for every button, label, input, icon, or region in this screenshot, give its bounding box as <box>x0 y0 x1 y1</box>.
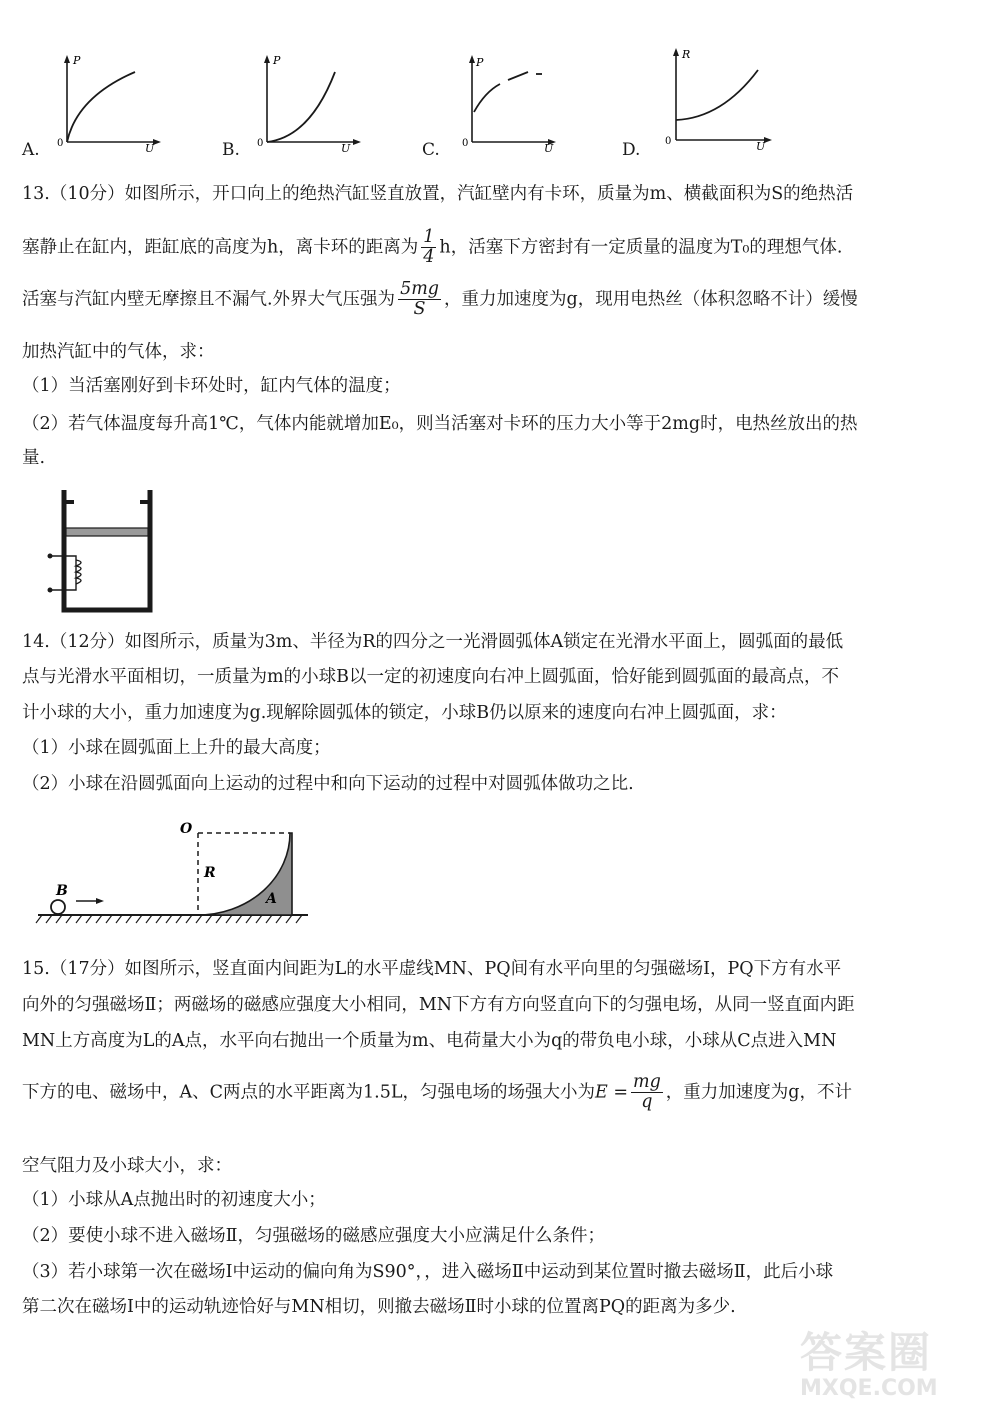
x-axis-label: U <box>341 142 351 152</box>
q15-line1: 15.（17分）如图所示，竖直面内间距为L的水平虚线MN、PQ间有水平向里的匀强磁场Ⅰ，PQ下方有水平 <box>22 959 842 979</box>
velocity-arrow-icon <box>96 898 104 904</box>
q13-sub2-cont: 量. <box>22 448 46 468</box>
q15-sub3-cont: 第二次在磁场Ⅰ中的运动轨迹恰好与MN相切，则撤去磁场Ⅱ时小球的位置离PQ的距离为多少. <box>22 1297 736 1317</box>
heater-coil-icon <box>76 560 81 584</box>
watermark <box>800 1320 990 1400</box>
y-axis-label: R <box>682 48 691 61</box>
x-axis-label: U <box>756 140 766 152</box>
q15-sub1: （1）小球从A点抛出时的初速度大小； <box>22 1190 326 1210</box>
q13-sub2: （2）若气体温度每升高1℃，气体内能就增加E₀，则当活塞对卡环的压力大小等于2mg时，电热丝放出的热 <box>22 414 858 434</box>
x-axis-label: U <box>145 142 155 152</box>
q14-line2: 点与光滑水平面相切，一质量为m的小球B以一定的初速度向右冲上圆弧面，恰好能到圆弧面的最高点，不 <box>22 667 839 687</box>
q13-sub1: （1）当活塞刚好到卡环处时，缸内气体的温度； <box>22 376 401 396</box>
q15-sub3: （3）若小球第一次在磁场Ⅰ中运动的偏向角为S90°，，进入磁场Ⅱ中运动到某位置时撤去磁场Ⅱ，此后小球 <box>22 1262 834 1282</box>
q15-sub2: （2）要使小球不进入磁场Ⅱ，匀强磁场的磁感应强度大小应满足什么条件； <box>22 1226 606 1246</box>
watermark-url: MXQE.COM <box>800 1376 938 1401</box>
option-letter: B. <box>222 140 240 160</box>
q13-line2: 塞静止在缸内，距缸底的高度为h，离卡环的距离为 $\frac{1}{4}$ h，活塞下方密封有一定质量的温度为T₀的理想气体. <box>22 227 843 268</box>
origin-label: 0 <box>665 136 672 147</box>
ball-b <box>51 900 65 914</box>
arc-body-figure <box>30 815 320 925</box>
option-letter: C. <box>422 140 440 160</box>
q14-sub2: （2）小球在沿圆弧面向上运动的过程中和向下运动的过程中对圆弧体做功之比. <box>22 774 634 794</box>
fraction-quarter: $\frac{1}{4}$ <box>423 227 435 268</box>
cylinder-figure <box>40 480 160 620</box>
label-b: B <box>56 883 68 899</box>
y-axis-label: P <box>73 54 81 67</box>
y-axis-label: P <box>476 56 484 69</box>
q14-sub1: （1）小球在圆弧面上上升的最大高度； <box>22 738 331 758</box>
origin-label: 0 <box>257 138 264 149</box>
q13-line4: 加热汽缸中的气体，求： <box>22 342 215 362</box>
label-r: R <box>204 865 216 881</box>
origin-label: 0 <box>462 138 469 149</box>
q15-line4: 下方的电、磁场中，A、C两点的水平距离为1.5L，匀强电场的场强大小为E = $\frac{mg}{q}$ ，重力加速度为g，不计 <box>22 1072 852 1113</box>
q15-line5: 空气阻力及小球大小，求： <box>22 1156 232 1176</box>
graph-b <box>255 52 365 152</box>
x-axis-label: U <box>544 142 554 152</box>
graph-a <box>55 52 165 152</box>
graph-d <box>662 42 782 152</box>
q15-line3: MN上方高度为L的A点，水平向右抛出一个质量为m、电荷量大小为q的带负电小球，小球从C点进入MN <box>22 1031 837 1051</box>
q15-line2: 向外的匀强磁场Ⅱ；两磁场的磁感应强度大小相同，MN下方有方向竖直向下的匀强电场，从同一竖直面内距 <box>22 995 855 1015</box>
q13-line3: 活塞与汽缸内壁无摩擦且不漏气.外界大气压强为 $\frac{5mg}{S}$ ，重力加速度为g，现用电热丝（体积忽略不计）缓慢 <box>22 279 858 320</box>
watermark-text: 答案圈 <box>800 1328 933 1377</box>
fraction-field: $\frac{mg}{q}$ <box>633 1072 661 1113</box>
option-letter: A. <box>22 140 40 160</box>
origin-label: 0 <box>57 138 64 149</box>
option-letter: D. <box>622 140 641 160</box>
label-o: O <box>180 821 193 837</box>
q13-line1: 13.（10分）如图所示，开口向上的绝热汽缸竖直放置，汽缸壁内有卡环，质量为m、横截面积为S的绝热活 <box>22 184 854 204</box>
y-axis-label: P <box>273 54 281 67</box>
q14-line1: 14.（12分）如图所示，质量为3m、半径为R的四分之一光滑圆弧体A锁定在光滑水平面上，圆弧面的最低 <box>22 632 844 652</box>
graph-c <box>460 52 570 152</box>
label-a: A <box>266 891 277 907</box>
fraction-pressure: $\frac{5mg}{S}$ <box>400 279 439 320</box>
q14-line3: 计小球的大小，重力加速度为g.现解除圆弧体的锁定，小球B仍以原来的速度向右冲上圆弧面，求： <box>22 703 787 723</box>
